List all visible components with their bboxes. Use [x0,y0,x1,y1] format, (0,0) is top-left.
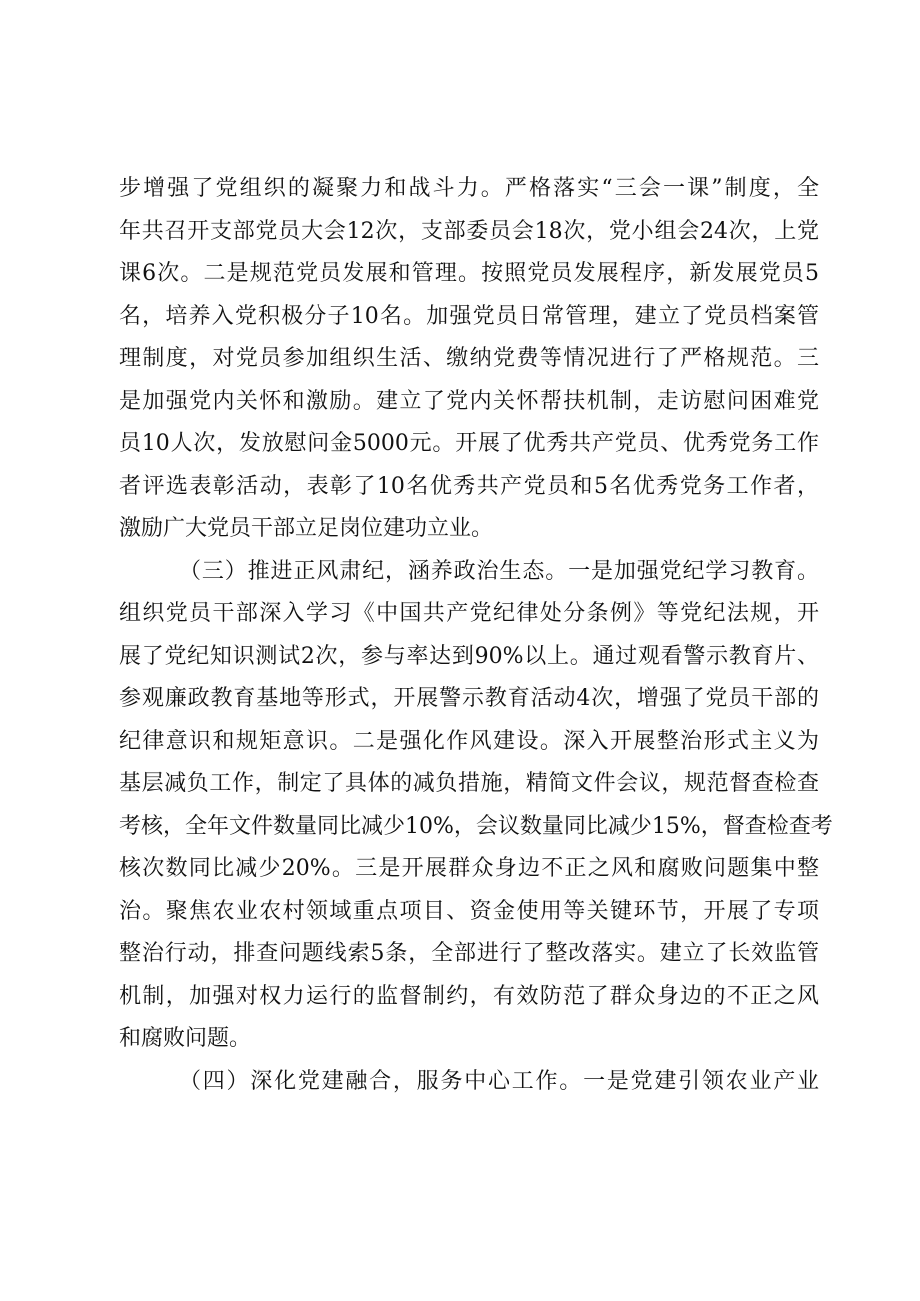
text-line: 课6次。二是规范党员发展和管理。按照党员发展程序，新发展党员5 [119,261,819,286]
body-text [119,168,833,1103]
text-line: 理制度，对党员参加组织生活、缴纳党费等情况进行了严格规范。三 [119,346,819,371]
text-line: 者评选表彰活动，表彰了10名优秀共产党员和5名优秀党务工作者， [119,473,819,499]
text-line: 考核，全年文件数量同比减少10%，会议数量同比减少15%，督查检查考 [119,813,833,839]
text-line: 是加强党内关怀和激励。建立了党内关怀帮扶机制，走访慰问困难党 [119,388,819,414]
section-heading-line: （四）深化党建融合，服务中心工作。一是党建引领农业产业 [179,1068,819,1094]
text-line: 纪律意识和规矩意识。二是强化作风建设。深入开展整治形式主义为 [119,728,819,754]
text-line: 核次数同比减少20%。三是开展群众身边不正之风和腐败问题集中整 [119,856,819,881]
text-line: 激励广大党员干部立足岗位建功立业。 [119,516,494,541]
text-line: 年共召开支部党员大会12次，支部委员会18次，党小组会24次，上党 [119,218,819,244]
text-line: 整治行动，排查问题线索5条，全部进行了整改落实。建立了长效监管 [119,941,819,966]
text-line: 治。聚焦农业农村领域重点项目、资金使用等关键环节，开展了专项 [119,898,819,924]
text-line: 员10人次，发放慰问金5000元。开展了优秀共产党员、优秀党务工作 [119,431,819,456]
section-heading-line: （三）推进正风肃纪，涵养政治生态。一是加强党纪学习教育。 [179,558,819,584]
text-line: 组织党员干部深入学习《中国共产党纪律处分条例》等党纪法规，开 [119,601,819,626]
text-line: 参观廉政教育基地等形式，开展警示教育活动4次，增强了党员干部的 [119,686,819,711]
text-line: 基层减负工作，制定了具体的减负措施，精简文件会议，规范督查检查 [119,771,819,796]
text-line: 步增强了党组织的凝聚力和战斗力。严格落实“三会一课”制度，全 [119,176,819,201]
text-line: 名，培养入党积极分子10名。加强党员日常管理，建立了党员档案管 [119,303,819,329]
text-line: 机制，加强对权力运行的监督制约，有效防范了群众身边的不正之风 [119,983,819,1009]
text-line: 展了党纪知识测试2次，参与率达到90%以上。通过观看警示教育片、 [119,643,819,669]
text-line: 和腐败问题。 [119,1026,252,1051]
